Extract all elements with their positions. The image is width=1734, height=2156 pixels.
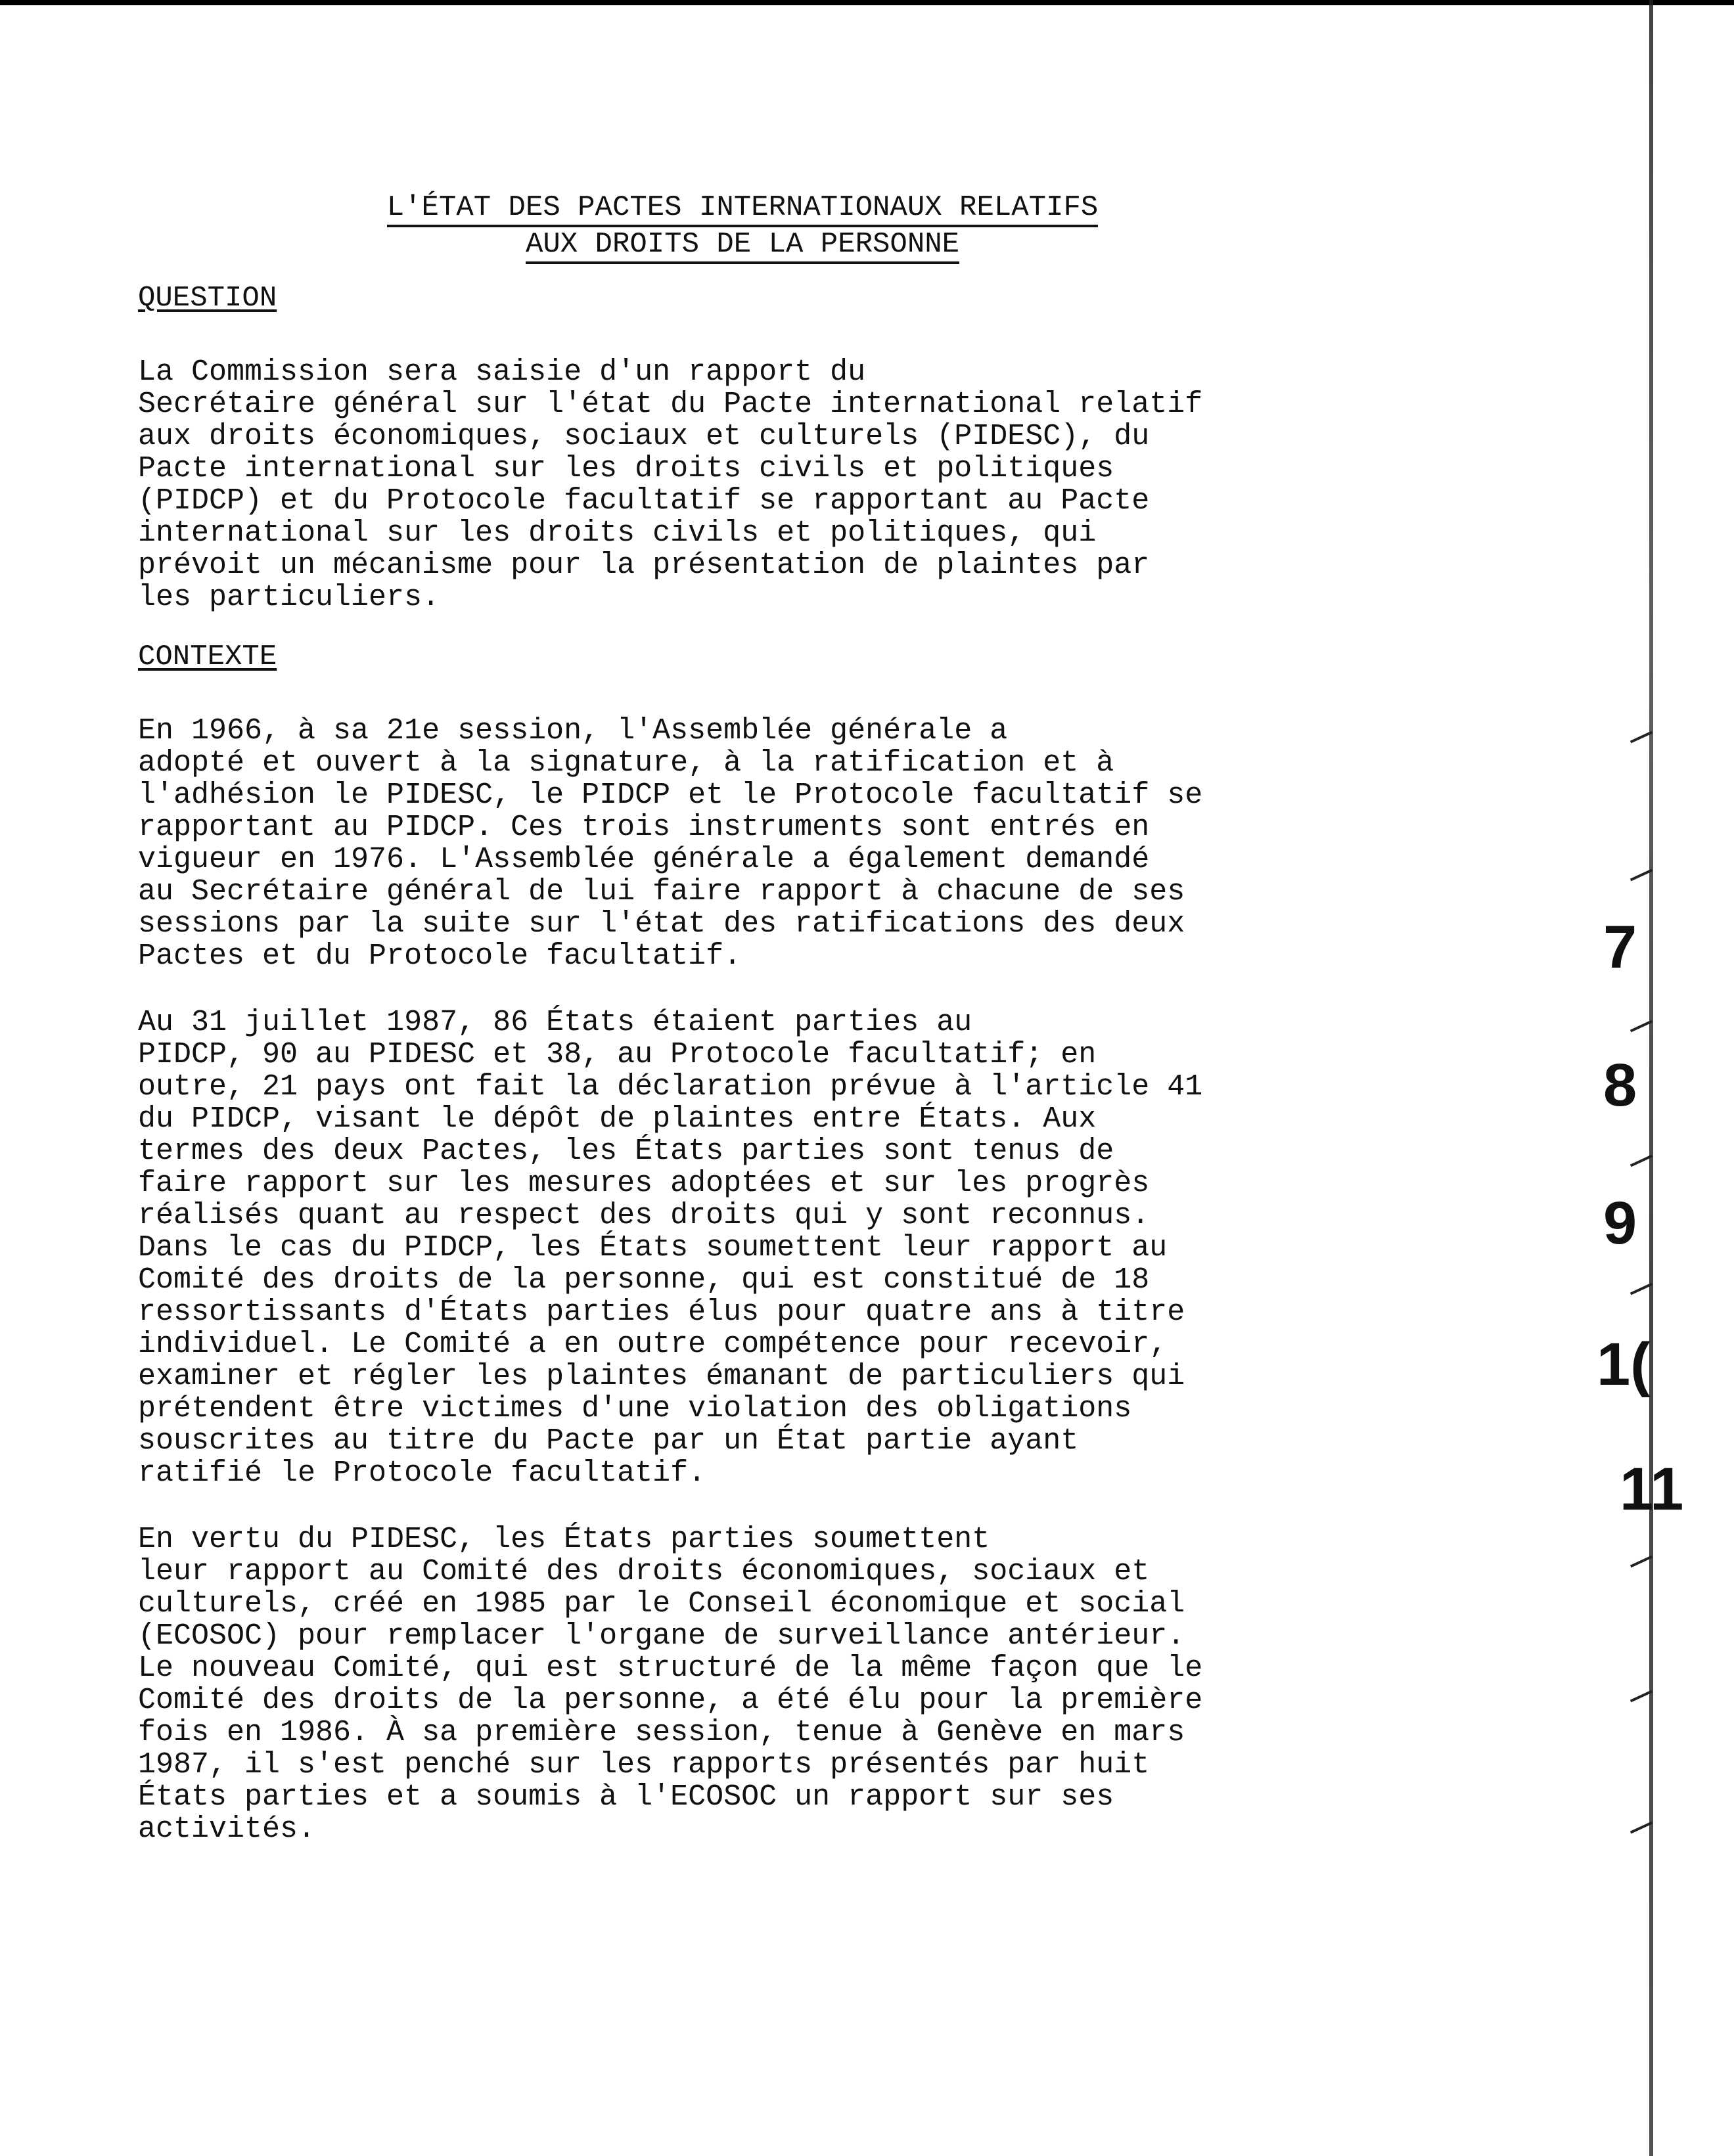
tab-rail [1649, 0, 1653, 2156]
title-line-2: AUX DROITS DE LA PERSONNE [526, 227, 959, 264]
tab-number-7[interactable]: 7 [1603, 914, 1637, 981]
contexte-paragraph-2: Au 31 juillet 1987, 86 États étaient parties au PIDCP, 90 au PIDESC et 38, au Protocole facultatif; en outre, 21 pays ont fait la déclaration prévue à l'article 41 du PIDCP, visant le dépôt de plaintes entre États. Aux termes des deux Pactes, les États parties sont tenus de faire rapport sur les mesures adoptées et sur les progrès réalisés quant au respect des droits qui y sont reconnus. Dans le cas du PIDCP, les États soumettent leur rapport au Comité des droits de la personne, qui est constitué de 18 ressortissants d'États parties élus pour quatre ans à titre individuel. Le Comité a en outre compétence pour recevoir, examiner et régler les plaintes émanant de particuliers qui prétendent être victimes d'une violation des obligations souscrites au titre du Pacte par un État partie ayant ratifié le Protocole facultatif. [138, 1006, 1203, 1490]
section-heading-contexte: CONTEXTE [138, 640, 277, 673]
contexte-paragraph-1: En 1966, à sa 21e session, l'Assemblée générale a adopté et ouvert à la signature, à la ratification et à l'adhésion le PIDESC, le PIDCP et le Protocole facultatif se rapportant au PIDCP. Ces trois instruments sont entrés en vigueur en 1976. L'Assemblée générale a également demandé au Secrétaire général de lui faire rapport à chacune de ses sessions par la suite sur l'état des ratifications des deux Pactes et du Protocole facultatif. [138, 714, 1203, 973]
tab-number-11[interactable]: 11 [1620, 1456, 1684, 1523]
contexte-paragraph-3: En vertu du PIDESC, les États parties soumettent leur rapport au Comité des droits économiques, sociaux et culturels, créé en 1985 par le Conseil économique et social (ECOSOC) pour remplacer l'organe de surveillance antérieur. Le nouveau Comité, qui est structuré de la même façon que le Comité des droits de la personne, a été élu pour la première fois en 1986. À sa première session, tenue à Genève en mars 1987, il s'est penché sur les rapports présentés par huit États parties et a soumis à l'ECOSOC un rapport sur ses activités. [138, 1523, 1203, 1846]
tab-number-8[interactable]: 8 [1603, 1052, 1637, 1119]
question-paragraph: La Commission sera saisie d'un rapport du Secrétaire général sur l'état du Pacte international relatif aux droits économiques, sociaux et culturels (PIDESC), du Pacte international sur les droits civils et politiques (PIDCP) et du Protocole facultatif se rapportant au Pacte international sur les droits civils et politiques, qui prévoit un mécanisme pour la présentation de plaintes par les particuliers. [138, 355, 1203, 614]
tab-number-10[interactable]: 1( [1597, 1331, 1651, 1398]
document-title [204, 191, 1281, 264]
document-body [138, 191, 1360, 1845]
page-top-edge [0, 0, 1734, 5]
index-tabs [1557, 0, 1734, 2156]
title-line-1: L'ÉTAT DES PACTES INTERNATIONAUX RELATIFS [387, 191, 1099, 227]
section-heading-question: QUESTION [138, 282, 277, 315]
tab-number-9[interactable]: 9 [1603, 1190, 1637, 1257]
